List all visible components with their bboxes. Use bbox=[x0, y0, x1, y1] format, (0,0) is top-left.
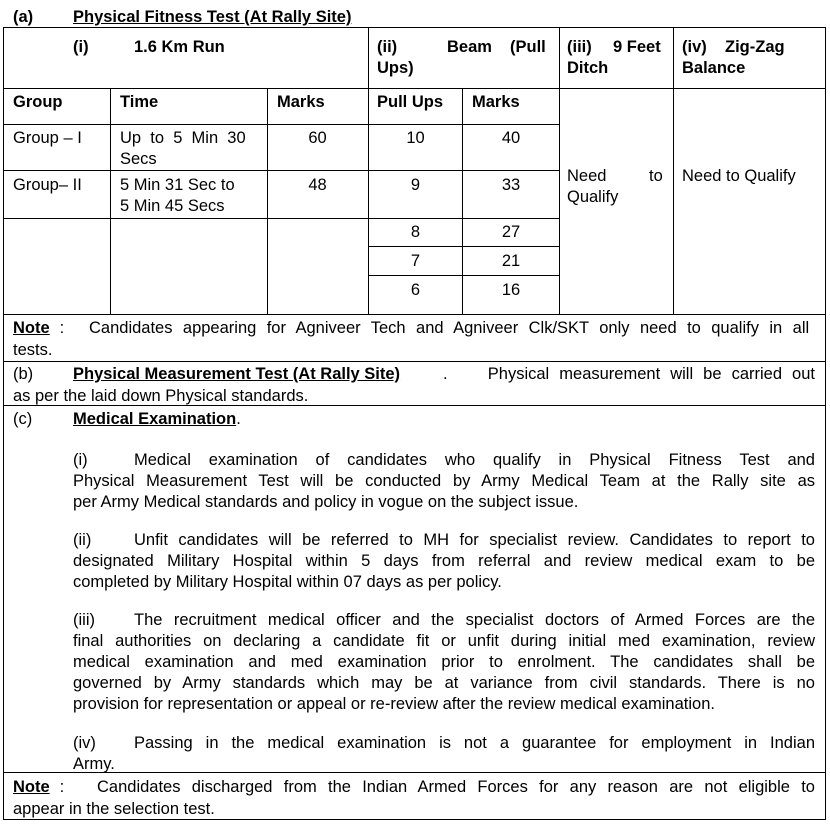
section-a-label: (a) bbox=[13, 8, 34, 26]
note-a-text-line2: tests. bbox=[13, 341, 53, 359]
run-group: Group– II bbox=[13, 176, 82, 194]
note-a-label: Note bbox=[13, 319, 50, 337]
zigzag-value: Need to Qualify bbox=[682, 167, 796, 185]
section-c-heading bbox=[73, 409, 241, 430]
final-note-colon: : bbox=[55, 778, 65, 796]
beam-header-word1: Beam bbox=[447, 38, 492, 56]
col-header-pull-ups: Pull Ups bbox=[377, 93, 444, 111]
col-header-beam-marks: Marks bbox=[472, 93, 520, 111]
beam-header-word2: (Pull bbox=[510, 38, 546, 56]
para-line: governed by Army standards which may be at variance from civil standards. There is no bbox=[73, 674, 815, 692]
beam-pull-ups: 9 bbox=[410, 176, 421, 194]
para-line: Medical examination of candidates who qualify in Physical Fitness Test and bbox=[134, 451, 815, 469]
zigzag-header-num: (iv) bbox=[682, 38, 707, 56]
para-line: medical examination and med examination prior to enrolment. The candidates shall be bbox=[73, 653, 815, 671]
beam-marks: 21 bbox=[501, 252, 521, 270]
col-header-group: Group bbox=[13, 93, 63, 111]
ditch-header-word2: Ditch bbox=[567, 59, 609, 77]
para-line: per Army Medical standards and policy in vogue on the subject issue. bbox=[73, 493, 579, 511]
run-marks: 60 bbox=[308, 129, 327, 147]
beam-marks: 16 bbox=[501, 281, 521, 299]
run-header-num: (i) bbox=[73, 38, 89, 56]
para-num: (iv) bbox=[73, 734, 96, 752]
zigzag-header-word1: Zig-Zag bbox=[725, 38, 785, 56]
section-b-text-line2: as per the laid down Physical standards. bbox=[13, 387, 309, 405]
ditch-header-word1: 9 Feet bbox=[613, 38, 661, 56]
ditch-value-need: Need bbox=[567, 167, 607, 185]
para-num: (ii) bbox=[73, 531, 92, 549]
beam-marks: 27 bbox=[501, 223, 521, 241]
beam-marks: 40 bbox=[501, 129, 521, 147]
para-line: Physical Measurement Test will be conducted by Army Medical Team at the Rally site as bbox=[73, 472, 815, 490]
beam-pull-ups: 6 bbox=[410, 281, 421, 299]
beam-header-num: (ii) bbox=[377, 38, 398, 56]
run-time-line1: 5 Min 31 Sec to bbox=[120, 176, 235, 194]
para-line: The recruitment medical officer and the specialist doctors of Armed Forces are the bbox=[134, 611, 815, 629]
section-b-label: (b) bbox=[13, 365, 34, 383]
note-a-text-line1: Candidates appearing for Agniveer Tech and Agniveer Clk/SKT only need to qualify in all bbox=[89, 319, 810, 337]
ditch-value-to: to bbox=[649, 167, 663, 185]
beam-header-word3: Ups) bbox=[377, 59, 414, 77]
beam-marks: 33 bbox=[501, 176, 521, 194]
col-header-time: Time bbox=[120, 93, 159, 111]
section-a-title: Physical Fitness Test (At Rally Site) bbox=[73, 8, 352, 26]
final-note-line1: Candidates discharged from the Indian Armed Forces for any reason are not eligible to bbox=[97, 778, 815, 796]
para-line: final authorities on declaring a candidate fit or unfit during initial med examination, review bbox=[73, 632, 815, 650]
note-a-colon: : bbox=[55, 319, 65, 337]
para-line: Unfit candidates will be referred to MH for specialist review. Candidates to report to bbox=[134, 531, 815, 549]
para-line: completed by Military Hospital within 07 days as per policy. bbox=[73, 573, 502, 591]
beam-pull-ups: 7 bbox=[410, 252, 421, 270]
beam-pull-ups: 8 bbox=[410, 223, 421, 241]
run-time-line2: Secs bbox=[120, 150, 157, 168]
run-group: Group – I bbox=[13, 129, 82, 147]
section-b-text-line1: . Physical measurement will be carried out bbox=[443, 365, 815, 383]
section-c-title-suffix: . bbox=[236, 410, 241, 428]
section-b-title: Physical Measurement Test (At Rally Site) bbox=[73, 365, 401, 383]
section-c-label: (c) bbox=[13, 410, 33, 428]
run-header-title: 1.6 Km Run bbox=[134, 38, 225, 56]
para-line: Passing in the medical examination is not a guarantee for employment in Indian bbox=[134, 734, 815, 752]
run-marks: 48 bbox=[308, 176, 327, 194]
final-note-label: Note bbox=[13, 778, 50, 796]
col-header-marks: Marks bbox=[277, 93, 325, 111]
para-num: (iii) bbox=[73, 611, 95, 629]
ditch-value-qualify: Qualify bbox=[567, 188, 619, 206]
para-line: Army. bbox=[73, 755, 115, 773]
para-num: (i) bbox=[73, 451, 88, 469]
zigzag-header-word2: Balance bbox=[682, 59, 746, 77]
run-time-line2: 5 Min 45 Secs bbox=[120, 197, 225, 215]
final-note-line2: appear in the selection test. bbox=[13, 800, 215, 818]
para-line: provision for representation or appeal or re-review after the review medical examination. bbox=[73, 695, 715, 713]
ditch-header-num: (iii) bbox=[567, 38, 592, 56]
section-c-title: Medical Examination bbox=[73, 410, 237, 428]
beam-pull-ups: 10 bbox=[406, 129, 425, 147]
para-line: designated Military Hospital within 5 days from referral and review medical exam to be bbox=[73, 552, 815, 570]
run-time-line1: Up to 5 Min 30 bbox=[120, 129, 246, 147]
